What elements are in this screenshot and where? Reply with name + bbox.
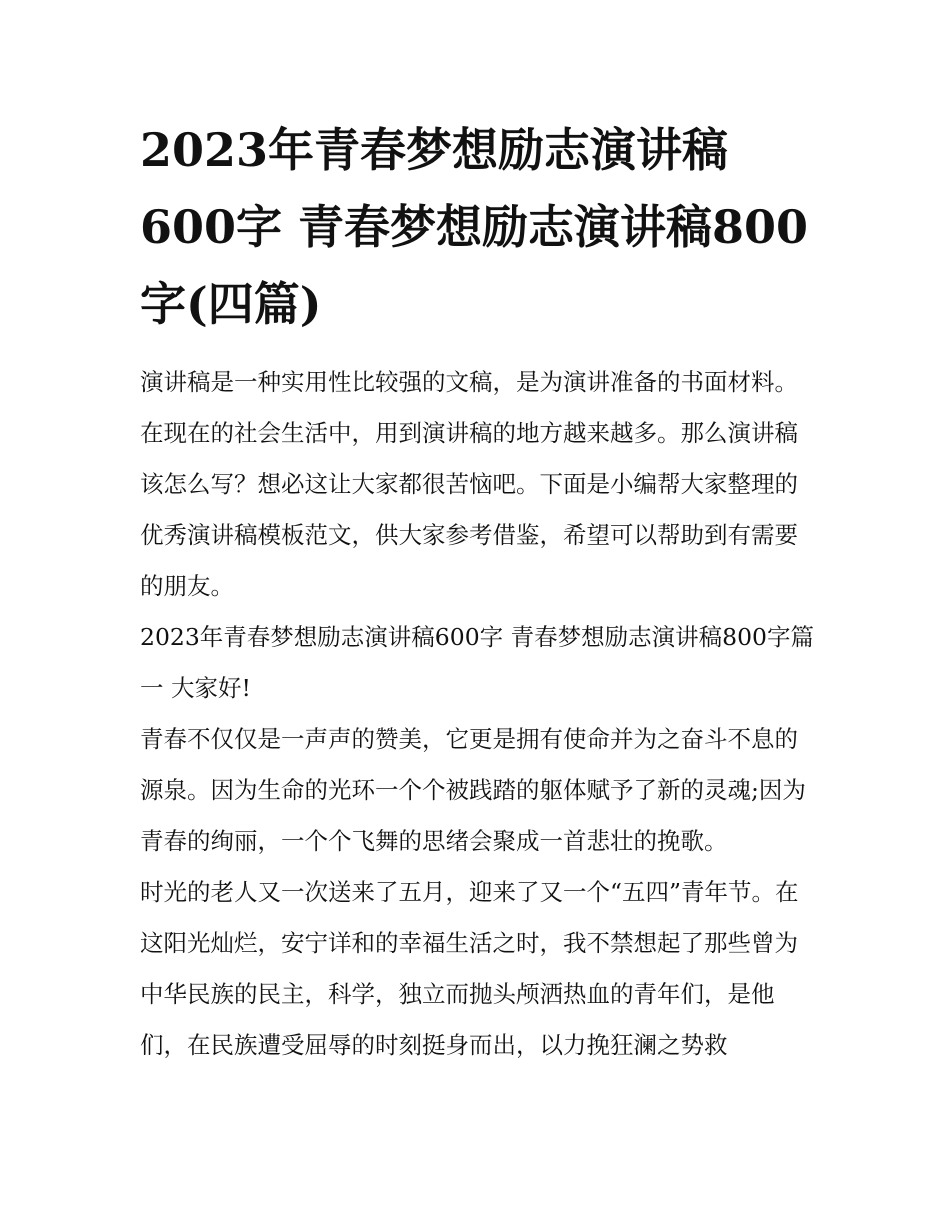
document-title: 2023年青春梦想励志演讲稿600字 青春梦想励志演讲稿800字(四篇) [140, 123, 809, 331]
body-paragraph-2: 时光的老人又一次送来了五月，迎来了又一个“五四”青年节。在这阳光灿烂，安宁详和的幸福生活之时，我不禁想起了那些曾为中华民族的民主，科学，独立而抛头颅洒热血的青年们，是他们，在民族遭受屈辱的时刻挺身而出，以力挽狂澜之势救 [140, 878, 799, 1059]
body-paragraph-1: 青春不仅仅是一声声的赞美，它更是拥有使命并为之奋斗不息的源泉。因为生命的光环一个个被践踏的躯体赋予了新的灵魂;因为青春的绚丽，一个个飞舞的思绪会聚成一首悲壮的挽歌。 [140, 725, 806, 855]
document-content [140, 112, 816, 1071]
section-heading-paragraph: 2023年青春梦想励志演讲稿600字 青春梦想励志演讲稿800字篇一 大家好! [140, 623, 814, 702]
intro-paragraph: 演讲稿是一种实用性比较强的文稿，是为演讲准备的书面材料。在现在的社会生活中，用到演讲稿的地方越来越多。那么演讲稿该怎么写？想必这让大家都很苦恼吧。下面是小编帮大家整理的优秀演讲稿模板范文，供大家参考借鉴，希望可以帮助到有需要的朋友。 [140, 368, 798, 600]
